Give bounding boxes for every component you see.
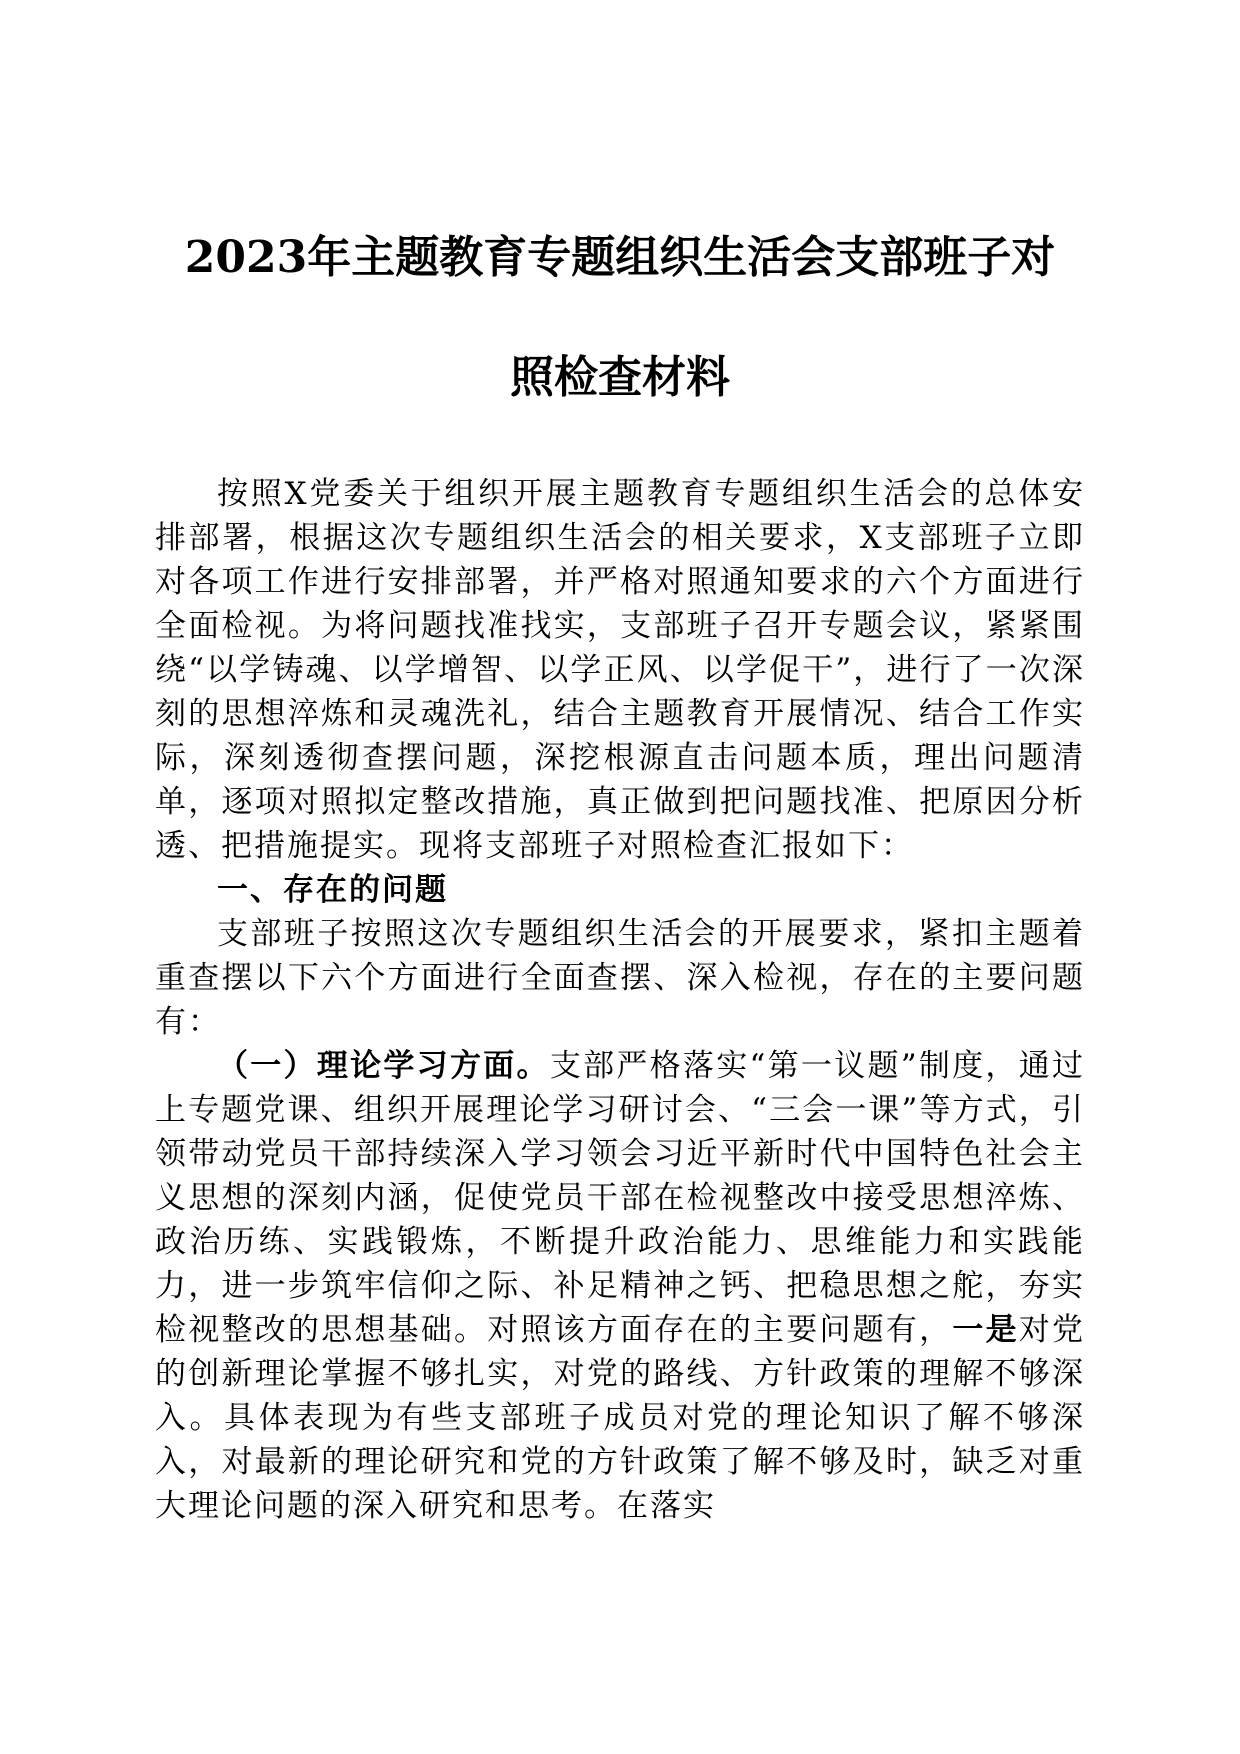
theory-study-text-b: 对党的创新理论掌握不够扎实，对党的路线、方针政策的理解不够深入。具体表现为有些支部班子成员对党的理论知识了解不够深入，对最新的理论研究和党的方针政策了解不够及时，缺乏对重大理论问题的深入研究和思考。在落实 (155, 1312, 1086, 1524)
document-body (155, 472, 1085, 1528)
document-title-line-1: 2023年主题教育专题组织生活会支部班子对 (184, 232, 1056, 283)
theory-study-paragraph (155, 1044, 1085, 1528)
intro-paragraph: 按照X党委关于组织开展主题教育专题组织生活会的总体安排部署，根据这次专题组织生活会的相关要求，X支部班子立即对各项工作进行安排部署，并严格对照通知要求的六个方面进行全面检视。为将问题找准找实，支部班子召开专题会议，紧紧围绕“以学铸魂、以学增智、以学正风、以学促干”，进行了一次深刻的思想淬炼和灵魂洗礼，结合主题教育开展情况、结合工作实际，深刻透彻查摆问题，深挖根源直击问题本质，理出问题清单，逐项对照拟定整改措施，真正做到把问题找准、把原因分析透、把措施提实。现将支部班子对照检查汇报如下： (155, 476, 1085, 864)
section-intro-paragraph: 支部班子按照这次专题组织生活会的开展要求，紧扣主题着重查摆以下六个方面进行全面查摆、深入检视，存在的主要问题有： (155, 916, 1085, 1040)
section-heading-problems: 一、存在的问题 (217, 872, 448, 908)
theory-study-text-a: 支部严格落实“第一议题”制度，通过上专题党课、组织开展理论学习研讨会、“三会一课”等方式，引领带动党员干部持续深入学习领会习近平新时代中国特色社会主义思想的深刻内涵，促使党员干部在检视整改中接受思想淬炼、政治历练、实践锻炼，不断提升政治能力、思维能力和实践能力，进一步筑牢信仰之际、补足精神之钙、把稳思想之舵，夯实检视整改的思想基础。对照该方面存在的主要问题有， (155, 1048, 1085, 1348)
document-title-line-2: 照检查材料 (510, 352, 730, 403)
first-point-marker: 一是 (952, 1312, 1019, 1348)
subsection-heading-theory-study: （一）理论学习方面。 (217, 1048, 550, 1084)
